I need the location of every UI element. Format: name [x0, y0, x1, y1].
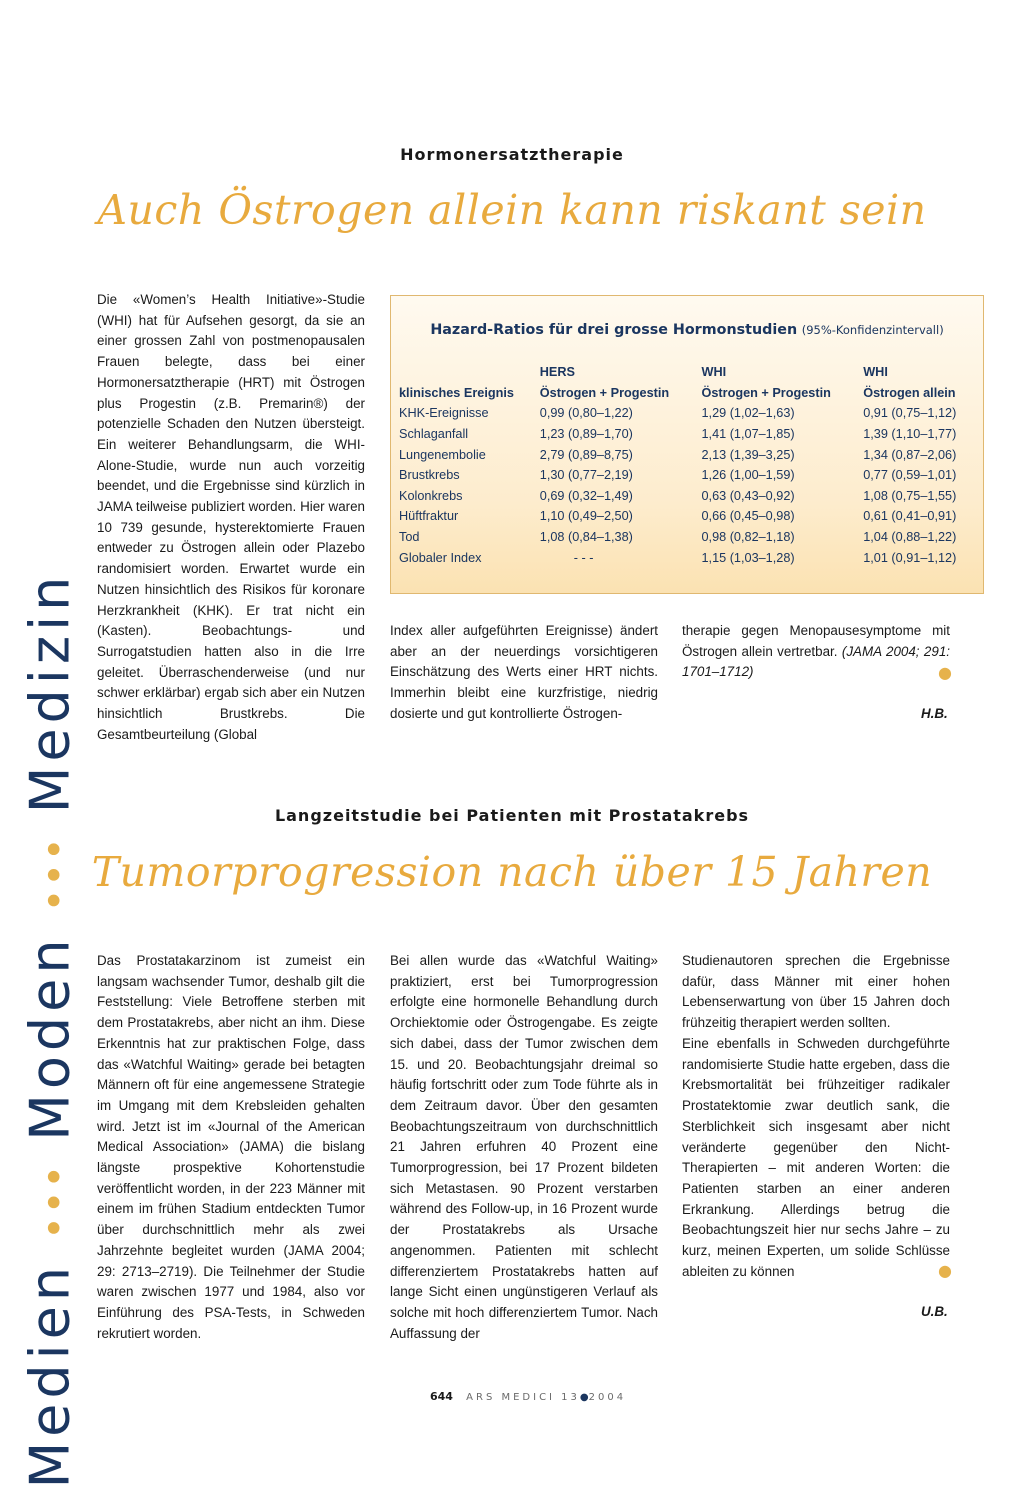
side-word-moden: Moden: [18, 934, 82, 1141]
article2-kicker: Langzeitstudie bei Patienten mit Prostatakrebs: [274, 806, 750, 825]
side-word-medizin: Medizin: [18, 571, 82, 814]
article2-signature: U.B.: [921, 1304, 948, 1319]
table-header-row: klinisches Ereignis Östrogen + Progestin Östrogen + Progestin Östrogen allein: [399, 385, 956, 400]
magazine-year: 2004: [588, 1392, 627, 1403]
page-number: 644: [430, 1390, 453, 1403]
table-row: Brustkrebs 1,30 (0,77–2,19) 1,26 (1,00–1,59) 0,77 (0,59–1,01): [399, 468, 957, 483]
article2-headline: Tumorprogression nach über 15 Jahren: [91, 848, 933, 896]
end-bullet-icon: ●: [938, 1261, 952, 1280]
table-row: Globaler Index - - - 1,15 (1,03–1,28) 1,01 (0,91–1,12): [399, 550, 957, 565]
hazard-ratio-table: [399, 362, 983, 568]
side-dots: •••: [32, 835, 79, 913]
article1-col2: Index aller aufgeführten Ereignisse) ändert aber an der neuerdings vorsichtigeren Einschätzung des Werts einer HRT nichts. Immerhin bleibt eine kurzfristige, niedrig dosierte und gut kontrollierte Östrogen-: [390, 623, 658, 721]
table-study-row: HERS WHI WHI: [539, 365, 888, 380]
article1-col3: therapie gegen Menopausesymptome mit Östrogen allein vertretbar. (JAMA 2004; 291: 1701–1712): [682, 623, 950, 680]
article2-col3-p1: Studienautoren sprechen die Ergebnisse dafür, dass Männer mit einer hohen Lebenserwartung von über 15 Jahren doch frühzeitig therapiert werden sollten.: [682, 953, 950, 1031]
article2-col2: Bei allen wurde das «Watchful Waiting» praktiziert, erst bei Tumorprogression erfolgte eine hormonelle Behandlung durch Orchiektomie oder Östrogengabe. Es zeigte sich dabei, dass der Tumor zwischen dem 15. und 20. Beobachtungsjahr dreimal so häufig fortschritt oder zum Tode führte als in dem Zeitraum davor. Über den gesamten Beobachtungszeitraum von durchschnittlich 21 Jahren erfuhren 40 Prozent eine Tumorprogression, bei 17 Prozent bildeten sich Metastasen. 90 Prozent verstarben während des Follow-up, in 16 Prozent wurde der Prostatakrebs als Ursache angenommen. Patienten mit schlecht differenziertem Prostatakrebs hatten auf lange Sicht einen ungünstigeren Verlauf als solche mit hoch differenziertem Tumor. Nach Auffassung der: [390, 953, 658, 1341]
table-row: KHK-Ereignisse 0,99 (0,80–1,22) 1,29 (1,02–1,63) 0,91 (0,75–1,12): [399, 406, 957, 421]
side-word-medien: Medien: [18, 1261, 82, 1488]
page-footer: [430, 1390, 626, 1403]
footer-dot-icon: ●: [579, 1392, 589, 1403]
article1-reference: (JAMA 2004; 291: 1701–1712): [682, 643, 950, 680]
table-row: Lungenembolie 2,79 (0,89–8,75) 2,13 (1,39–3,25) 1,34 (0,87–2,06): [399, 447, 957, 462]
article1-col1: Die «Women’s Health Initiative»-Studie (WHI) hat für Aufsehen gesorgt, da sie an einer grossen Zahl von postmenopausalen Frauen belegte, dass bei einer Hormonersatztherapie (HRT) mit Östrogen plus Progestin (z.B. Premarin®) der potenzielle Schaden den Nutzen übersteigt. Ein weiterer Behandlungsarm, die WHI-Alone-Studie, wurde nun auch vorzeitig beendet, und die Ergebnisse sind kürzlich in JAMA teilweise publiziert worden. Hier waren 10 739 gesunde, hysterektomierte Frauen entweder zu Östrogen allein oder Plazebo randomisiert worden. Erwartet wurde ein Nutzen hinsichtlich des Risikos für koronare Herzkrankheit (KHK). Er trat nicht ein (Kasten). Beobachtungs- und Surrogatstudien hatten also in die Irre geleitet. Überraschenderweise (und nur schwer erklärbar) ergab sich aber ein Nutzen hinsichtlich Brustkrebs. Die Gesamtbeurteilung (Global: [97, 292, 365, 742]
section-side-label: [18, 571, 82, 1488]
magazine-name: ARS MEDICI 13: [466, 1392, 580, 1403]
hazard-box-title: Hazard-Ratios für drei grosse Hormonstudien (95%-Konfidenzintervall): [430, 322, 944, 338]
table-row: Tod 1,08 (0,84–1,38) 0,98 (0,82–1,18) 1,04 (0,88–1,22): [399, 530, 957, 545]
article2-col3-p2: Eine ebenfalls in Schweden durchgeführte randomisierte Studie hatte ergeben, dass die Krebsmortalität bei frühzeitiger radikaler Prostatektomie zwar deutlich sank, die Sterblichkeit sich insgesamt aber nicht veränderte gegenüber den Nicht-Therapierten – mit anderen Worten: die Patienten starben an einer anderen Erkrankung. Allerdings betrug die Beobachtungszeit hier nur sechs Jahre – zu kurz, meinen Experten, um solide Schlüsse ableiten zu können: [682, 1036, 950, 1279]
article1-signature: H.B.: [921, 706, 948, 721]
table-row: Kolonkrebs 0,69 (0,32–1,49) 0,63 (0,43–0,92) 1,08 (0,75–1,55): [399, 488, 957, 503]
article1-headline: Auch Östrogen allein kann riskant sein: [97, 186, 927, 234]
table-row: Schlaganfall 1,23 (0,89–1,70) 1,41 (1,07–1,85) 1,39 (1,10–1,77): [399, 427, 957, 442]
hazard-ratio-box: [390, 295, 984, 594]
table-row: Hüftfraktur 1,10 (0,49–2,50) 0,66 (0,45–0,98) 0,61 (0,41–0,91): [399, 509, 957, 524]
article1-kicker: Hormonersatztherapie: [400, 145, 624, 164]
side-dots: •••: [32, 1162, 79, 1240]
article2-col1: Das Prostatakarzinom ist zumeist ein langsam wachsender Tumor, deshalb gilt die Feststellung: Viele Betroffene sterben mit dem Prostatakrebs, aber nicht an ihm. Diese Erkenntnis hat zur praktischen Folge, dass das «Watchful Waiting» gerade bei betagten Männern oft für eine angemessene Strategie im Umgang mit dem Krebsleiden gehalten wird. Jetzt ist im «Journal of the American Medical Association» (JAMA) die bislang längste prospektive Kohortenstudie veröffentlicht worden, in der 223 Männer mit einem im frühen Stadium entdeckten Tumor über durchschnittlich mehr als zwei Jahrzehnte begleitet wurden (JAMA 2004; 29: 2713–2719). Die Teilnehmer der Studie waren zwischen 1977 und 1984, also vor Einführung des PSA-Tests, in Schweden rekrutiert worden.: [97, 953, 365, 1341]
end-bullet-icon: ●: [938, 663, 952, 682]
